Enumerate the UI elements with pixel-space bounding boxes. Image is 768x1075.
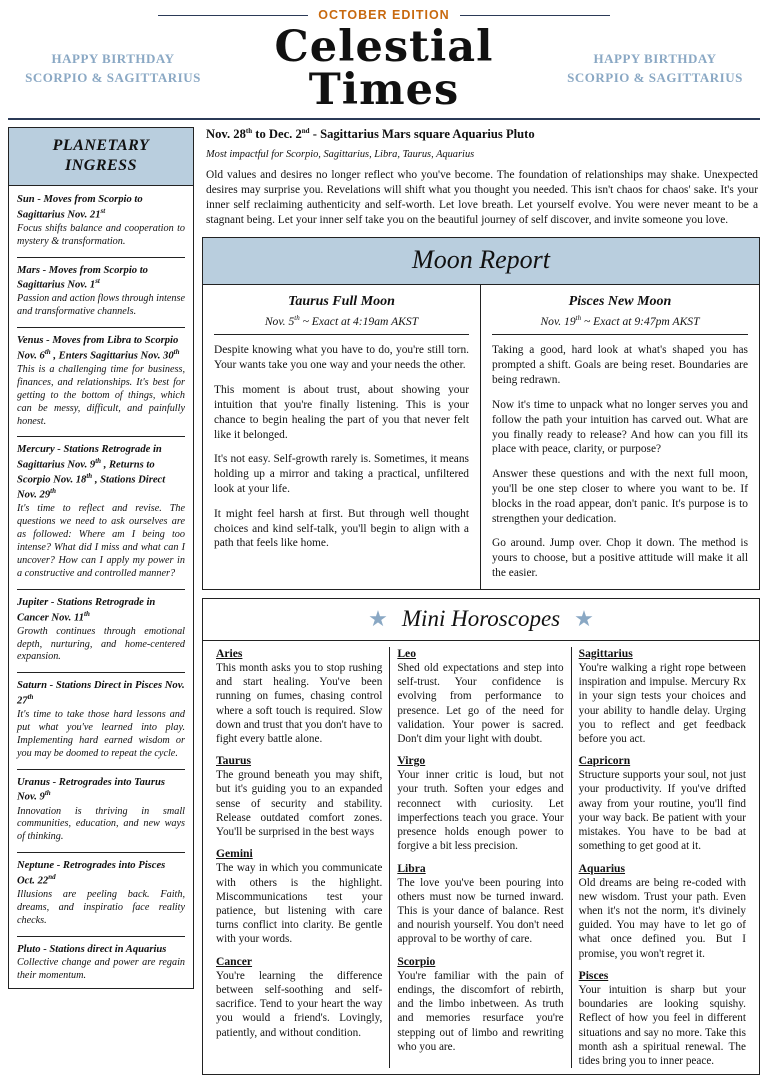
sign-title-cancer: Cancer — [216, 954, 253, 968]
sign-text-sagittarius: You're walking a right rope between inspiration and impulse. Mercury Rx in your sign tests your choices and your ability to handle delay. Urging you to reflect and get feedback before you act. — [578, 661, 746, 746]
sign-title-pisces: Pisces — [578, 968, 609, 982]
sign-text-aries: This month asks you to stop rushing and start healing. You've been running on fumes, chasing control where a soft touch is required. Slow down and trust that you don't have to fight every battle alone. — [216, 661, 383, 746]
star-icon: ★ — [368, 605, 388, 631]
moon-right-p4: Go around. Jump over. Chop it down. The method is yours to choose, but a positive attitude will make it all the easier. — [492, 537, 748, 580]
moon-right-title: Pisces New Moon — [568, 293, 672, 309]
list-item — [17, 679, 185, 760]
mini-column-1 — [209, 647, 390, 1068]
masthead — [8, 22, 760, 120]
left-column — [8, 127, 194, 1035]
edition-label: OCTOBER EDITION — [318, 8, 450, 22]
moon-left-p2: This moment is about trust, about showing your intuition that you're finally listening. This is your chance to begin healing the part of you that never felt like it belonged. — [214, 384, 469, 441]
sign-title-leo: Leo — [397, 646, 416, 660]
moon-report-left — [203, 285, 481, 589]
divider — [17, 257, 185, 258]
ingress-list — [9, 186, 193, 995]
moon-right-p1: Taking a good, hard look at what's shaped you has prompted a shift. Goals are being reset. Boundaries are being redrawn. — [492, 344, 748, 387]
birthday-right-line1: HAPPY BIRTHDAY — [593, 51, 717, 67]
sign-text-scorpio: You're familiar with the pain of endings, the discomfort of rebirth, and the limbo inbetween. As truth and memories resurface you're stepping out of limbo and rewriting who you are. — [397, 969, 564, 1053]
moon-left-p4: It might feel harsh at first. But through well thought choices and kind self-talk, you'll begin to align with a path that feels like home. — [214, 507, 469, 550]
ingress-item-text: It's time to take those hard lessons and put what you've learned into play. Implementing hard earned wisdom or you may be doomed to repeat the cycle. — [17, 709, 185, 759]
edition-row — [8, 8, 760, 22]
page-title: Celestial Times — [274, 22, 494, 115]
ingress-item-text: Innovation is thriving in small communities, education, and new ways of thinking. — [17, 805, 185, 843]
sign-text-pisces: Your intuition is sharp but your boundaries are looking squishy. Reflect of how you feel in different situations and say no more. Take this month ash a spiritual renewal. The tides bring you to inner peace. — [578, 983, 746, 1067]
divider — [17, 436, 185, 437]
ingress-item-title: Neptune - Retrogrades into Pisces Oct. 22nd — [17, 860, 166, 887]
moon-left-date: Nov. 5th ~ Exact at 4:19am AKST — [264, 313, 419, 328]
edition-rule-right — [460, 15, 610, 16]
ingress-item-title: Pluto - Stations direct in Aquarius — [17, 943, 167, 955]
divider — [17, 327, 185, 328]
ingress-item-text: It's time to reflect and revise. The questions we need to ask ourselves are as followed: Where am I being too intense? What did I miss and what can I uncover? How can I apply my power in a constructive and controlled manner? — [17, 503, 185, 579]
sign-title-taurus: Taurus — [216, 754, 252, 768]
planetary-ingress-heading — [9, 128, 193, 186]
birthday-left-line2: SCORPIO & SAGITTARIUS — [25, 70, 201, 85]
ingress-item-text: Illusions are peeling back. Faith, dreams, and inspiratio face reality checks. — [17, 888, 185, 926]
moon-left-p1: Despite knowing what you have to do, you're still torn. Your wants take you one way and your needs the other. — [214, 344, 469, 372]
list-item — [17, 193, 185, 249]
ingress-item-title: Venus - Moves from Libra to Scorpio Nov. 6th , Enters Sagittarius Nov. 30th — [17, 335, 180, 362]
feature-headline: Nov. 28th to Dec. 2nd - Sagittarius Mars square Aquarius Pluto — [206, 127, 535, 142]
moon-left-p3: It's not easy. Self-growth rarely is. Sometimes, it means holding up a mirror and taking a practical, unfiltered look at your life. — [214, 453, 469, 495]
sign-title-capricorn: Capricorn — [578, 754, 631, 768]
sign-text-libra: The love you've been pouring into others must now be turned inward. This is your dance of balance. Rest and nourish yourself. You don't need approval to be worthy of care. — [397, 876, 564, 946]
list-item — [17, 443, 185, 581]
sign-text-gemini: The way in which you communicate with others is the highlight. Miscommunications test your patience, but listening with care turns conflict into clarity. Be gentle with your words. — [216, 862, 383, 946]
ingress-item-title: Jupiter - Stations Retrograde in Cancer Nov. 11th — [17, 596, 156, 624]
sign-text-capricorn: Structure supports your soul, not just your productivity. If you've drifted away from your routine, you'll find your way back. Be patient with your mistakes. You have to be bad at something to get good at it. — [578, 769, 746, 853]
mini-column-3 — [572, 647, 753, 1068]
list-item — [17, 943, 185, 983]
content-columns — [8, 127, 760, 1067]
moon-right-p2: Now it's time to unpack what no longer serves you and follow the path your intuition has carved out. What are you finally ready to release? And how can you fill its place with peace, clarity, or purpose? — [492, 398, 748, 456]
moon-right-date: Nov. 19th ~ Exact at 9:47pm AKST — [540, 313, 700, 328]
feature-subline: Most impactful for Scorpio, Sagittarius, Libra, Taurus, Aquarius — [206, 149, 475, 161]
right-column — [202, 127, 760, 1067]
star-icon: ★ — [574, 605, 594, 631]
divider — [17, 589, 185, 590]
edition-rule-left — [158, 15, 308, 16]
sign-title-aries: Aries — [216, 646, 243, 660]
feature-article — [202, 127, 760, 228]
divider — [492, 334, 748, 335]
sign-text-virgo: Your inner critic is loud, but not your truth. Soften your edges and reconnect with curiosity. Let imperfections teach you grace. Your presence holds enough power to forgive a bit less precision. — [397, 769, 564, 853]
list-item — [17, 859, 185, 927]
feature-body: Old values and desires no longer reflect who you've become. The foundation of relationships may shake. Unexpected desires may surprise you. Revelations will shift what you thought you needed. This isn't chaos for chaos' sake. It's your inner self reclaiming authenticity and self-worth. Let love breath. Let yourself evolve. You were never meant to be a stagnant being. Let your inner self take you on the beautiful journey of self discover, and invite someone you love. — [206, 169, 758, 226]
sign-text-cancer: You're learning the difference between self-soothing and self-sacrifice. Tend to your heart the way you would a friend's. Lovingly, patiently, and without condition. — [216, 969, 383, 1039]
divider — [17, 852, 185, 853]
list-item — [17, 264, 185, 320]
planetary-ingress-panel — [8, 127, 194, 989]
sign-title-gemini: Gemini — [216, 847, 253, 861]
sign-text-aquarius: Old dreams are being re-coded with new wisdom. Trust your path. Even when it's not the norm, it's divinely guided. You may have to let go of what once defined you. But I promise, you won't regret it. — [578, 876, 746, 960]
ingress-item-title: Saturn - Stations Direct in Pisces Nov. 27th — [17, 680, 185, 707]
sign-title-virgo: Virgo — [397, 754, 426, 768]
sign-text-taurus: The ground beneath you may shift, but it's guiding you to an expanded sense of security and stability. Release outdated comfort zones. You'll be surprised in the best ways — [216, 769, 383, 839]
ingress-item-text: Passion and action flows through intense and transformative channels. — [17, 293, 185, 318]
ingress-item-title: Mars - Moves from Scorpio to Sagittarius Nov. 1st — [17, 264, 148, 291]
birthday-right — [550, 50, 760, 88]
sign-title-libra: Libra — [397, 861, 426, 875]
ingress-item-title: Uranus - Retrogrades into Taurus Nov. 9th — [17, 776, 165, 803]
birthday-left-line1: HAPPY BIRTHDAY — [51, 51, 175, 67]
mini-horoscopes-columns — [203, 641, 759, 1074]
ingress-item-title: Mercury - Stations Retrograde in Sagittarius Nov. 9th , Returns to Scorpio Nov. 18th , Stations Direct Nov. 29th — [17, 444, 166, 501]
list-item — [17, 596, 185, 664]
ingress-item-title: Sun - Moves from Scorpio to Sagittarius Nov. 21st — [17, 194, 143, 221]
ingress-item-text: Focus shifts balance and cooperation to mystery & transformation. — [17, 222, 185, 247]
ingress-heading-line1: PLANETARY — [52, 137, 150, 154]
moon-report-right — [481, 285, 759, 589]
moon-report-panel — [202, 237, 760, 590]
moon-report-columns — [203, 285, 759, 589]
ingress-heading-line2: INGRESS — [65, 157, 137, 174]
divider — [214, 334, 469, 335]
divider — [17, 769, 185, 770]
mini-column-2 — [390, 647, 571, 1068]
ingress-item-text: Collective change and power are regain their momentum. — [17, 957, 185, 982]
moon-left-title: Taurus Full Moon — [288, 293, 395, 309]
moon-right-p3: Answer these questions and with the next full moon, you'll be one step closer to where you want to be. If blocks in the road appear, don't panic. It's purpose is to strengthen your dedication. — [492, 468, 748, 525]
birthday-right-line2: SCORPIO & SAGITTARIUS — [567, 70, 743, 85]
birthday-left — [8, 50, 218, 88]
ingress-item-text: Growth continues through emotional depth, nurturing, and home-centered expansion. — [17, 625, 185, 663]
sign-text-leo: Shed old expectations and step into self-trust. Your confidence is evolving from performance to presence. Let go of the need for validation. Your power is sacred. Don't dim your light with doubt. — [397, 661, 564, 746]
ingress-item-text: This is a challenging time for business, finances, and relationships. It's best for getting to the bottom of things, which can be messy, difficult, and painfully honest. — [17, 363, 185, 427]
sign-title-sagittarius: Sagittarius — [578, 646, 633, 660]
sign-title-aquarius: Aquarius — [578, 861, 626, 875]
mini-horoscopes-title: Mini Horoscopes — [401, 605, 561, 631]
sign-title-scorpio: Scorpio — [397, 954, 436, 968]
list-item — [17, 334, 185, 428]
moon-report-header — [203, 238, 759, 285]
divider — [17, 672, 185, 673]
divider — [17, 936, 185, 937]
mini-horoscopes-panel — [202, 598, 760, 1075]
list-item — [17, 776, 185, 844]
moon-report-title: Moon Report — [412, 244, 550, 274]
mini-horoscopes-header — [203, 599, 759, 641]
